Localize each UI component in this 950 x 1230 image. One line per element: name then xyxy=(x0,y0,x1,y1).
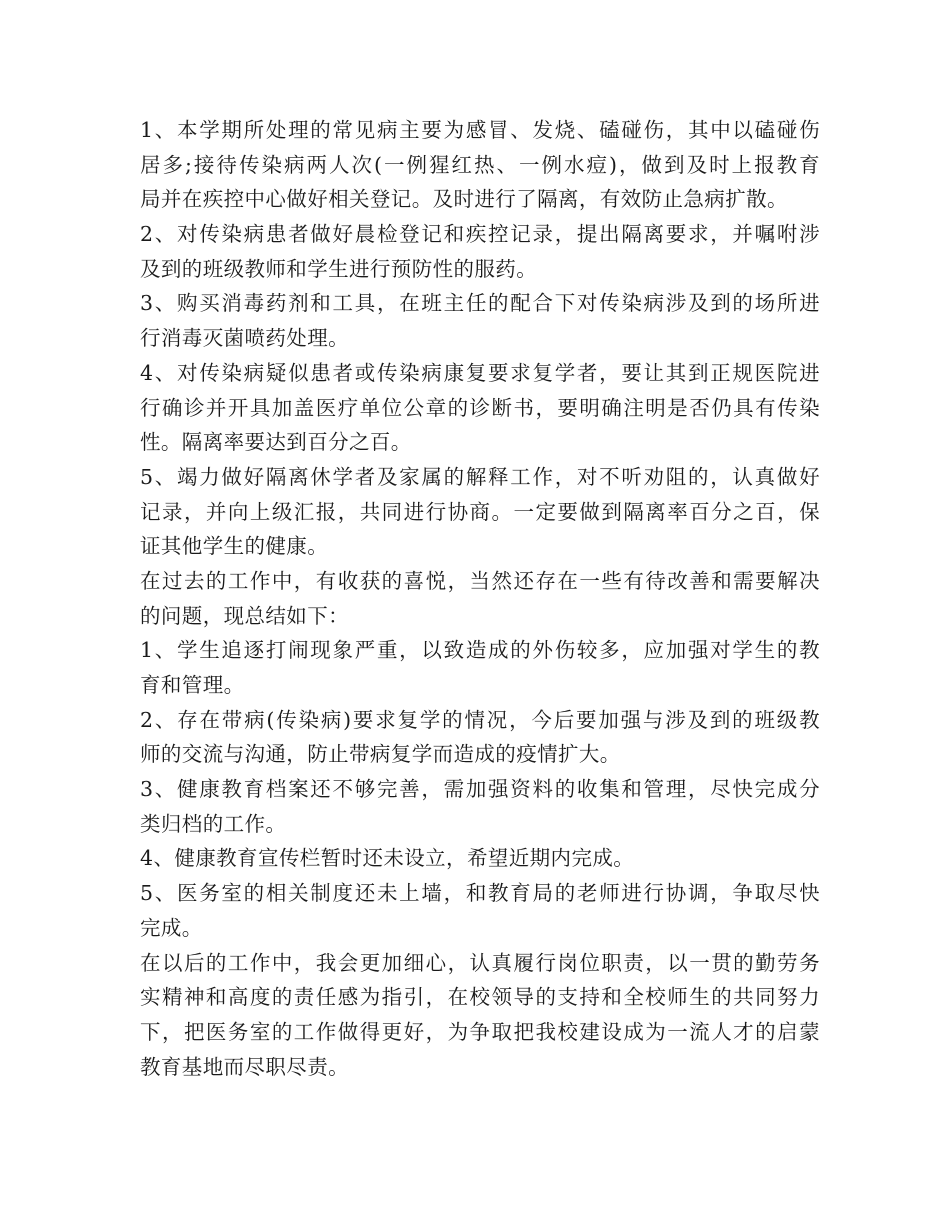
text-line: 3、购买消毒药剂和工具，在班主任的配合下对传染病涉及到的场所进 xyxy=(140,291,820,316)
text-line: 师的交流与沟通，防止带病复学而造成的疫情扩大。 xyxy=(140,742,621,767)
text-line: 完成。 xyxy=(140,915,203,940)
text-line: 的问题，现总结如下： xyxy=(140,603,349,628)
paragraph xyxy=(140,460,820,564)
text-line: 局并在疾控中心做好相关登记。及时进行了隔离，有效防止急病扩散。 xyxy=(140,187,788,212)
text-line: 及到的班级教师和学生进行预防性的服药。 xyxy=(140,256,538,281)
text-line: 记录，并向上级汇报，共同进行协商。一定要做到隔离率百分之百，保 xyxy=(140,499,820,524)
paragraph xyxy=(140,113,820,217)
document-body xyxy=(140,113,820,1084)
text-line: 下，把医务室的工作做得更好，为争取把我校建设成为一流人才的启蒙 xyxy=(140,1019,820,1044)
text-line: 在以后的工作中，我会更加细心，认真履行岗位职责，以一贯的勤劳务 xyxy=(140,950,820,975)
paragraph xyxy=(140,703,820,772)
text-line: 行消毒灭菌喷药处理。 xyxy=(140,326,349,351)
text-line: 5、竭力做好隔离休学者及家属的解释工作，对不听劝阻的，认真做好 xyxy=(140,464,820,489)
text-line: 3、健康教育档案还不够完善，需加强资料的收集和管理，尽快完成分 xyxy=(140,777,820,802)
text-line: 4、健康教育宣传栏暂时还未设立，希望近期内完成。 xyxy=(140,846,635,871)
text-line: 育和管理。 xyxy=(140,673,245,697)
text-line: 1、本学期所处理的常见病主要为感冒、发烧、磕碰伤，其中以磕碰伤 xyxy=(140,118,820,142)
text-line: 2、存在带病(传染病)要求复学的情况，今后要加强与涉及到的班级教 xyxy=(140,707,820,732)
paragraph xyxy=(140,356,820,460)
text-line: 1、学生追逐打闹现象严重，以致造成的外伤较多，应加强对学生的教 xyxy=(140,638,820,663)
text-line: 在过去的工作中，有收获的喜悦，当然还存在一些有待改善和需要解决 xyxy=(140,568,820,593)
text-line: 行确诊并开具加盖医疗单位公章的诊断书，要明确注明是否仍具有传染 xyxy=(140,395,820,420)
text-line: 性。隔离率要达到百分之百。 xyxy=(140,430,412,455)
text-line: 2、对传染病患者做好晨检登记和疾控记录，提出隔离要求，并嘱咐涉 xyxy=(140,222,820,247)
paragraph xyxy=(140,772,820,841)
paragraph xyxy=(140,217,820,286)
text-line: 类归档的工作。 xyxy=(140,811,287,836)
text-line: 5、医务室的相关制度还未上墙，和教育局的老师进行协调，争取尽快 xyxy=(140,881,820,906)
text-line: 证其他学生的健康。 xyxy=(140,534,329,559)
text-line: 4、对传染病疑似患者或传染病康复要求复学者，要让其到正规医院进 xyxy=(140,360,820,385)
paragraph xyxy=(140,946,820,1085)
paragraph xyxy=(140,876,820,945)
text-line: 实精神和高度的责任感为指引，在校领导的支持和全校师生的共同努力 xyxy=(140,985,820,1010)
text-line: 教育基地而尽职尽责。 xyxy=(140,1054,349,1079)
paragraph xyxy=(140,633,820,702)
paragraph xyxy=(140,286,820,355)
paragraph xyxy=(140,841,820,876)
paragraph xyxy=(140,564,820,633)
text-line: 居多;接待传染病两人次(一例猩红热、一例水痘)，做到及时上报教育 xyxy=(140,152,820,177)
